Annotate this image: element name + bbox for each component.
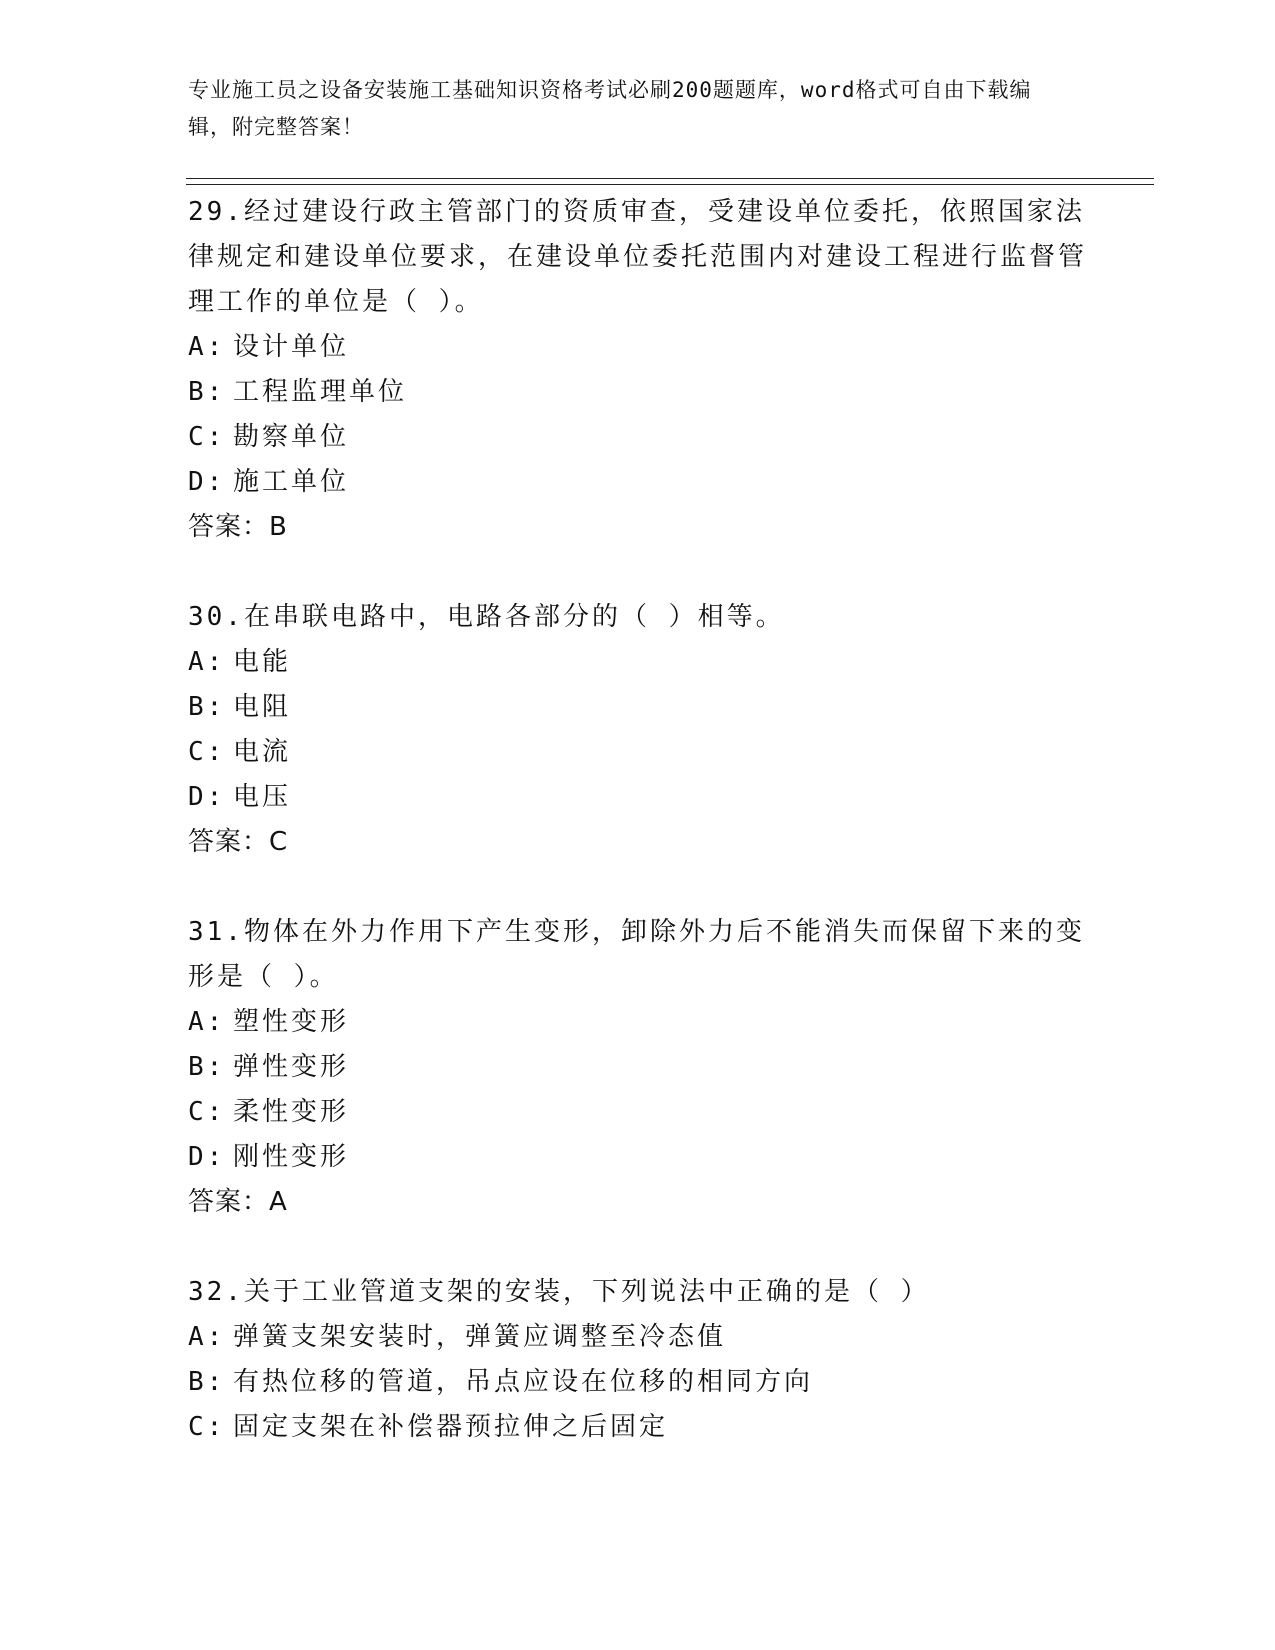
option-key: C: (188, 422, 226, 452)
option-text: 刚性变形 (233, 1142, 350, 1172)
document-header: 专业施工员之设备安装施工基础知识资格考试必刷200题题库，word格式可自由下载编辑，附完整答案！ (188, 78, 1032, 139)
question-list (188, 190, 1088, 1495)
option-c (188, 1090, 1088, 1135)
option-a (188, 1000, 1088, 1045)
question-text: 31.物体在外力作用下产生变形，卸除外力后不能消失而保留下来的变形是（ ）。 (188, 917, 1085, 992)
option-b (188, 370, 1088, 415)
question-31 (188, 910, 1088, 1225)
question-text: 30.在串联电路中，电路各部分的（ ）相等。 (188, 602, 785, 632)
option-key: B: (188, 1052, 226, 1082)
option-key: A: (188, 332, 226, 362)
answer-line: 答案：B (188, 512, 288, 542)
question-30 (188, 595, 1088, 865)
option-key: D: (188, 782, 226, 812)
header-divider (186, 178, 1154, 185)
option-key: B: (188, 377, 226, 407)
option-key: A: (188, 647, 226, 677)
question-text: 32.关于工业管道支架的安装，下列说法中正确的是（ ） (188, 1277, 930, 1307)
option-key: D: (188, 467, 226, 497)
option-text: 电流 (233, 737, 292, 767)
option-key: D: (188, 1142, 226, 1172)
option-c (188, 1405, 1088, 1450)
option-text: 勘察单位 (233, 422, 350, 452)
option-text: 弹簧支架安装时，弹簧应调整至冷态值 (233, 1322, 727, 1352)
option-text: 设计单位 (233, 332, 350, 362)
option-key: A: (188, 1322, 226, 1352)
option-a (188, 325, 1088, 370)
option-text: 电阻 (233, 692, 292, 722)
question-29 (188, 190, 1088, 550)
answer-line: 答案：C (188, 827, 289, 857)
option-text: 电压 (233, 782, 292, 812)
option-text: 电能 (233, 647, 292, 677)
answer-line: 答案：A (188, 1187, 288, 1217)
option-text: 塑性变形 (233, 1007, 350, 1037)
question-text: 29.经过建设行政主管部门的资质审查，受建设单位委托，依照国家法律规定和建设单位要求，在建设单位委托范围内对建设工程进行监督管理工作的单位是（ ）。 (188, 197, 1088, 317)
option-b (188, 1360, 1088, 1405)
option-key: C: (188, 737, 226, 767)
option-key: B: (188, 692, 226, 722)
option-b (188, 685, 1088, 730)
option-text: 工程监理单位 (233, 377, 408, 407)
option-c (188, 415, 1088, 460)
option-b (188, 1045, 1088, 1090)
option-c (188, 730, 1088, 775)
option-a (188, 1315, 1088, 1360)
option-text: 固定支架在补偿器预拉伸之后固定 (233, 1412, 669, 1442)
option-text: 柔性变形 (233, 1097, 350, 1127)
option-a (188, 640, 1088, 685)
option-key: B: (188, 1367, 226, 1397)
option-d (188, 775, 1088, 820)
option-text: 弹性变形 (233, 1052, 350, 1082)
option-d (188, 460, 1088, 505)
option-text: 施工单位 (233, 467, 350, 497)
question-32 (188, 1270, 1088, 1450)
option-key: C: (188, 1097, 226, 1127)
option-key: A: (188, 1007, 226, 1037)
option-text: 有热位移的管道，吊点应设在位移的相同方向 (233, 1367, 814, 1397)
option-key: C: (188, 1412, 226, 1442)
option-d (188, 1135, 1088, 1180)
